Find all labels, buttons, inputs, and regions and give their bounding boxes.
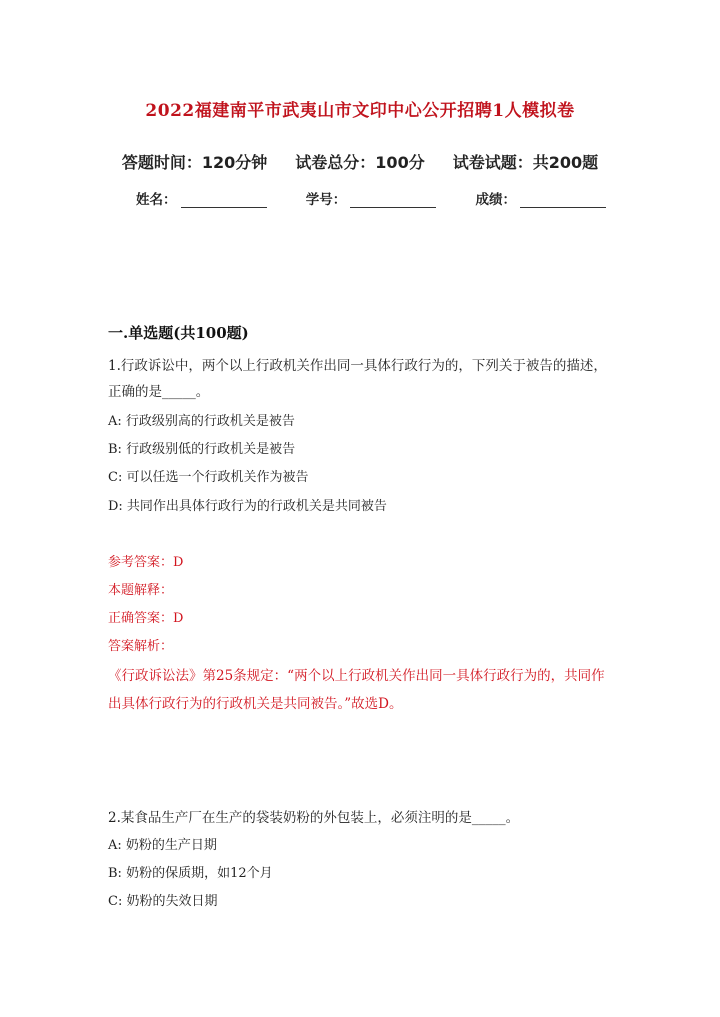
question-option: B: 行政级别低的行政机关是被告 <box>108 442 296 457</box>
question-option: C: 可以任选一个行政机关作为被告 <box>108 470 309 485</box>
question-option: A: 奶粉的生产日期 <box>108 838 217 853</box>
id-blank <box>350 193 436 208</box>
document-title: 2022福建南平市武夷山市文印中心公开招聘1人模拟卷 <box>145 101 575 121</box>
name-blank <box>181 193 267 208</box>
exam-question-count: 试卷试题：共200题 <box>452 153 599 172</box>
id-label: 学号： <box>305 192 347 208</box>
question-option: C: 奶粉的失效日期 <box>108 894 218 909</box>
exam-meta <box>0 150 720 173</box>
question-stem: 2.某食品生产厂在生产的袋装奶粉的外包装上，必须注明的是_____。 <box>108 810 520 826</box>
student-fields <box>136 188 606 208</box>
section-heading: 一.单选题(共100题) <box>108 324 249 342</box>
name-label: 姓名： <box>136 192 177 208</box>
grade-label: 成绩： <box>475 192 516 208</box>
explanation-label: 本题解释： <box>108 583 174 598</box>
exam-total-score: 试卷总分：100分 <box>295 153 425 172</box>
exam-time: 答题时间：120分钟 <box>121 153 268 172</box>
reference-answer: 参考答案：D <box>108 555 184 570</box>
question-option: A: 行政级别高的行政机关是被告 <box>108 414 295 429</box>
name-field <box>136 188 267 208</box>
question-stem: 1.行政诉讼中，两个以上行政机关作出同一具体行政行为的，下列关于被告的描述，正确的是_____。 <box>108 358 607 400</box>
analysis-label: 答案解析： <box>108 639 174 654</box>
id-field <box>306 188 437 208</box>
grade-blank <box>520 193 606 208</box>
grade-field <box>476 188 607 208</box>
question-option: B: 奶粉的保质期，如12个月 <box>108 866 273 881</box>
question-option: D: 共同作出具体行政行为的行政机关是共同被告 <box>108 499 387 514</box>
analysis-text: 《行政诉讼法》第25条规定：“两个以上行政机关作出同一具体行政行为的，共同作出具体行政行为的行政机关是共同被告。”故选D。 <box>108 668 605 712</box>
correct-answer: 正确答案：D <box>108 611 184 626</box>
